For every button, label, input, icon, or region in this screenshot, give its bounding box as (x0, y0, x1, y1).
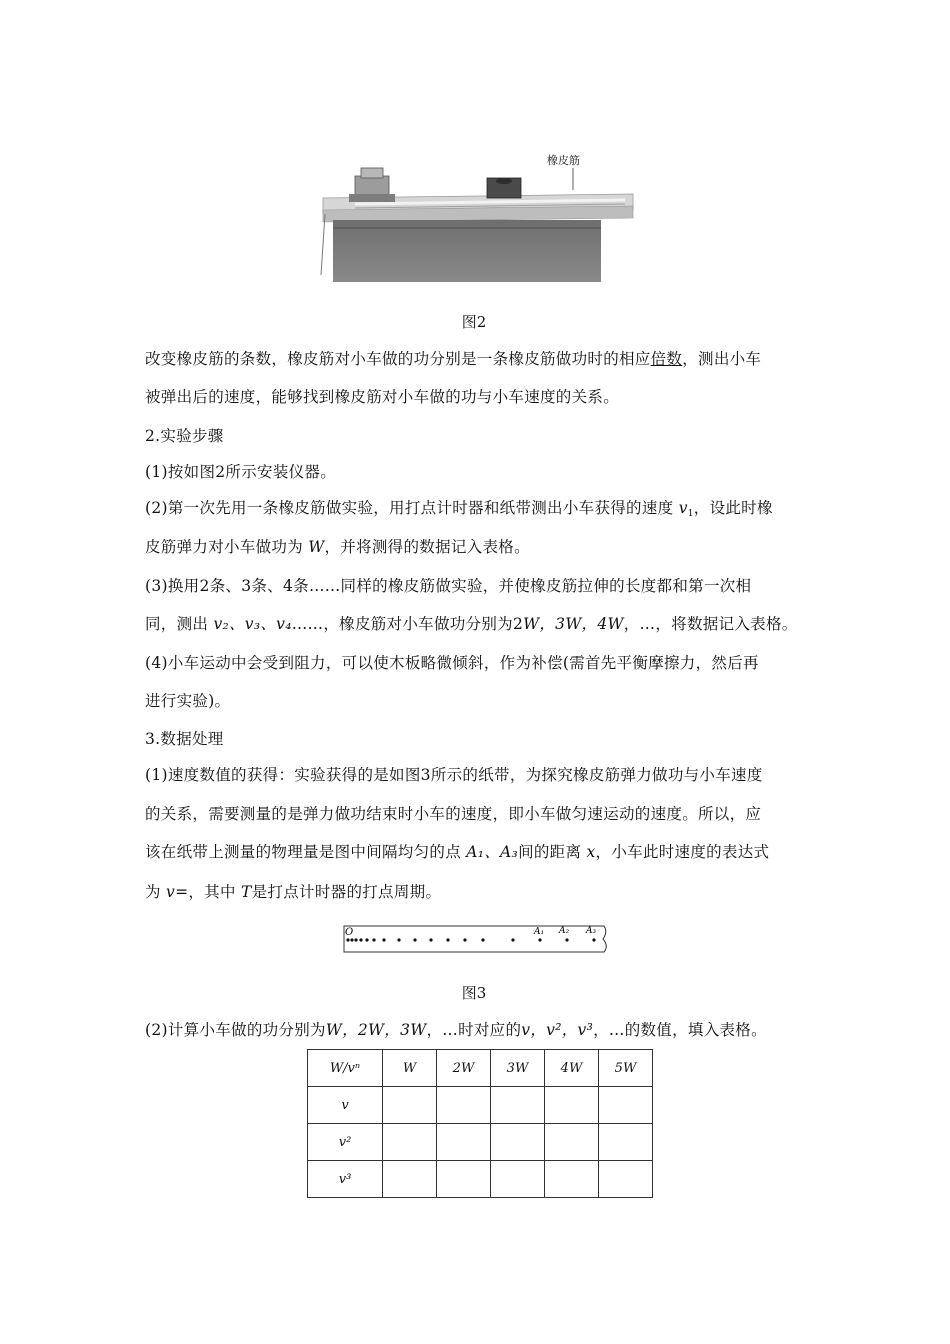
step3-text-b: ……，橡皮筋对小车做功分别为2 (291, 615, 524, 633)
table-cell (545, 1124, 599, 1161)
step2-text-d: ，并将测得的数据记入表格。 (324, 538, 530, 556)
section-2-heading: 2.实验步骤 (145, 427, 224, 445)
step2-text-a: (2)第一次先用一条橡皮筋做实验，用打点计时器和纸带测出小车获得的速度 (145, 499, 679, 517)
p2-text-a: (2)计算小车做的功分别为 (145, 1021, 326, 1039)
s3-text-b: 间的距离 (518, 843, 587, 861)
figure-3-paper-tape (342, 922, 612, 956)
table-cell (491, 1087, 545, 1124)
section-3-p2 (145, 1018, 767, 1040)
s3-points: A₁、A₃ (466, 843, 519, 861)
table-header-cell: 3W (491, 1050, 545, 1087)
table-cell (383, 1087, 437, 1124)
rubber-band-label: 橡皮筋 (547, 154, 580, 167)
step-2-line-1 (145, 496, 773, 519)
section-3-p1-line-2: 的关系，需要测量的是弹力做功结束时小车的速度，即小车做匀速运动的速度。所以，应 (145, 805, 762, 823)
section-3-heading: 3.数据处理 (145, 730, 224, 748)
section-3-p1-line-3 (145, 840, 769, 862)
s3-text-d: 为 (145, 883, 167, 901)
table-cell (437, 1161, 491, 1198)
section-3-p1-line-1: (1)速度数值的获得：实验获得的是如图3所示的纸带，为探究橡皮筋弹力做功与小车速度 (145, 766, 763, 784)
table-header-row (308, 1050, 653, 1087)
table-row (308, 1124, 653, 1161)
step-4-line-2: 进行实验)。 (145, 692, 231, 710)
tape-label-a1: A₁ (534, 927, 545, 937)
s3-text-a: 该在纸带上测量的物理量是图中间隔均匀的点 (145, 843, 467, 861)
table-row (308, 1161, 653, 1198)
tape-label-a2: A₂ (559, 926, 570, 936)
p1-underlined: 倍数 (650, 350, 683, 368)
table-cell (599, 1161, 653, 1198)
step-3-line-2 (145, 612, 798, 634)
s3-v: v (166, 883, 176, 901)
table-cell (491, 1124, 545, 1161)
step3-ws: W，3W，4W (523, 615, 624, 633)
figure-2-caption: 图2 (461, 313, 487, 331)
table-cell (437, 1087, 491, 1124)
table-corner-cell: W/vⁿ (308, 1050, 383, 1087)
table-header-cell: 5W (599, 1050, 653, 1087)
table-header-cell: 2W (437, 1050, 491, 1087)
table-cell (491, 1161, 545, 1198)
figure-2-apparatus-image (315, 150, 635, 285)
step3-vs: v₂、v₃、v₄ (213, 615, 292, 633)
table-cell (437, 1124, 491, 1161)
step3-text-c: ，…，将数据记入表格。 (623, 615, 798, 633)
s3-text-c: ，小车此时速度的表达式 (595, 843, 770, 861)
table-header-cell: W (383, 1050, 437, 1087)
tape-label-a3: A₃ (586, 926, 597, 936)
table-cell (545, 1087, 599, 1124)
paragraph-1-line-2: 被弹出后的速度，能够找到橡皮筋对小车做的功与小车速度的关系。 (145, 388, 620, 406)
table-row-label: v (308, 1087, 383, 1124)
step2-w: W (308, 538, 325, 556)
table-cell (599, 1087, 653, 1124)
p1-text-b: ，测出小车 (682, 350, 762, 368)
p1-text-a: 改变橡皮筋的条数，橡皮筋对小车做的功分别是一条橡皮筋做功时的相应 (145, 350, 651, 368)
p2-text-b: ，…时对应的 (426, 1021, 522, 1039)
s3-t: T (241, 883, 252, 901)
step-3-line-1: (3)换用2条、3条、4条……同样的橡皮筋做实验，并使橡皮筋拉伸的长度都和第一次相 (145, 577, 752, 595)
step2-v-sub: 1 (687, 509, 694, 519)
step2-text-c: 皮筋弹力对小车做功为 (145, 538, 309, 556)
table-row (308, 1087, 653, 1124)
table-cell (599, 1124, 653, 1161)
p2-ws: W，2W，3W (325, 1021, 427, 1039)
table-row-label: v³ (308, 1161, 383, 1198)
figure-3-caption: 图3 (461, 984, 487, 1002)
paragraph-1-line-1 (145, 347, 761, 369)
s3-text-f: 是打点计时器的打点周期。 (251, 883, 442, 901)
step2-v: v (678, 499, 688, 517)
tape-label-o: O (345, 927, 354, 938)
step-4-line-1: (4)小车运动中会受到阻力，可以使木板略微倾斜，作为补偿(需首先平衡摩擦力，然后再 (145, 654, 759, 672)
table-cell (383, 1124, 437, 1161)
step2-text-b: ，设此时橡 (693, 499, 773, 517)
step-2-line-2 (145, 535, 530, 557)
s3-text-e: =，其中 (175, 883, 242, 901)
step3-text-a: 同，测出 (145, 615, 214, 633)
table-row-label: v² (308, 1124, 383, 1161)
section-3-p1-line-4 (145, 880, 441, 902)
table-header-cell: 4W (545, 1050, 599, 1087)
s3-x: x (586, 843, 596, 861)
data-table (307, 1049, 653, 1198)
p2-text-c: ，…的数值，填入表格。 (593, 1021, 767, 1039)
step-1: (1)按如图2所示安装仪器。 (145, 463, 337, 481)
p2-vs: v，v²，v³ (521, 1021, 594, 1039)
table-cell (545, 1161, 599, 1198)
table-cell (383, 1161, 437, 1198)
